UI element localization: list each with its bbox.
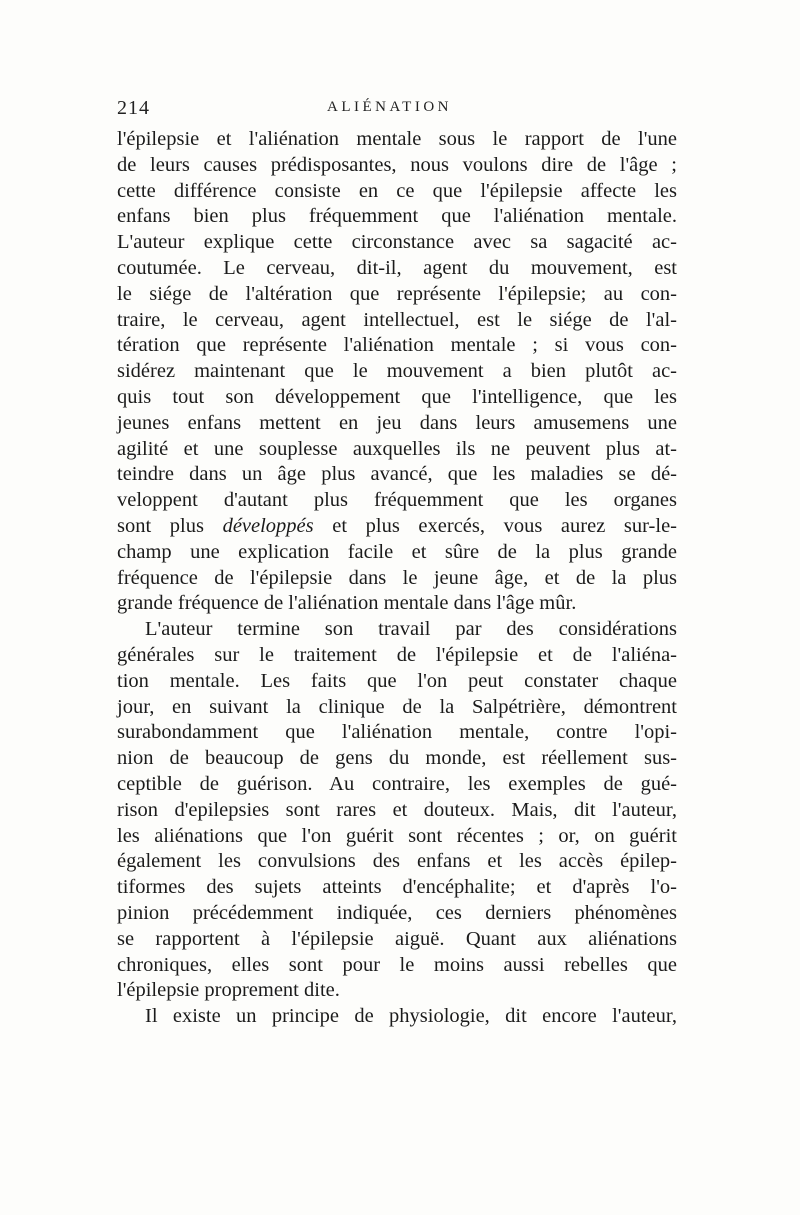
text-line: jour, en suivant la clinique de la Salpétrière, démontrent xyxy=(117,695,677,718)
text-line: coutumée. Le cerveau, dit-il, agent du mouvement, est xyxy=(117,256,677,279)
text-line: rison d'epilepsies sont rares et douteux. Mais, dit l'auteur, xyxy=(117,798,677,821)
text-line: générales sur le traitement de l'épilepsie et de l'aliéna- xyxy=(117,643,677,666)
page-number: 214 xyxy=(117,97,150,119)
text-line: tération que représente l'aliénation mentale ; si vous con- xyxy=(117,334,677,357)
text-line: tion mentale. Les faits que l'on peut constater chaque xyxy=(117,669,677,692)
text-line: champ une explication facile et sûre de la plus grande xyxy=(117,540,677,563)
text-line: se rapportent à l'épilepsie aiguë. Quant aux aliénations xyxy=(117,927,677,950)
italic-word: développés xyxy=(222,514,314,537)
text-line: grande fréquence de l'aliénation mentale dans l'âge mûr. xyxy=(117,592,577,615)
text-line: également les convulsions des enfans et les accès épilep- xyxy=(117,850,677,873)
text-line: veloppent d'autant plus fréquemment que les organes xyxy=(117,489,677,512)
text-line: chroniques, elles sont pour le moins aussi rebelles que xyxy=(117,953,677,976)
paragraph-start: Il existe un principe de physiologie, dit encore l'auteur, xyxy=(145,1005,677,1028)
text-line: de leurs causes prédisposantes, nous voulons dire de l'âge ; xyxy=(117,153,677,176)
text-line: nion de beaucoup de gens du monde, est réellement sus- xyxy=(117,747,677,770)
text-line: l'épilepsie proprement dite. xyxy=(117,979,340,1002)
text-line: fréquence de l'épilepsie dans le jeune âge, et de la plus xyxy=(117,566,677,589)
text-line: surabondamment que l'aliénation mentale, contre l'opi- xyxy=(117,721,677,744)
text-segment: et plus exercés, vous aurez sur-le- xyxy=(332,514,677,537)
paragraph-start: L'auteur termine son travail par des considérations xyxy=(145,618,677,641)
text-line-with-italic xyxy=(117,514,677,540)
text-line: tiformes des sujets atteints d'encéphalite; et d'après l'o- xyxy=(117,876,677,899)
text-line: traire, le cerveau, agent intellectuel, est le siége de l'al- xyxy=(117,308,677,331)
text-line: ceptible de guérison. Au contraire, les exemples de gué- xyxy=(117,772,677,795)
text-segment: sont plus xyxy=(117,514,204,537)
text-line: sidérez maintenant que le mouvement a bien plutôt ac- xyxy=(117,360,677,383)
text-line: l'épilepsie et l'aliénation mentale sous le rapport de l'une xyxy=(117,128,677,150)
text-line: enfans bien plus fréquemment que l'aliénation mentale. xyxy=(117,205,677,228)
text-line: agilité et une souplesse auxquelles ils ne peuvent plus at- xyxy=(117,437,677,460)
text-line: L'auteur explique cette circonstance avec sa sagacité ac- xyxy=(117,231,677,254)
running-head xyxy=(117,97,677,121)
text-line: teindre dans un âge plus avancé, que les maladies se dé- xyxy=(117,463,677,486)
text-line: le siége de l'altération que représente l'épilepsie; au con- xyxy=(117,282,677,305)
text-line: quis tout son développement que l'intelligence, que les xyxy=(117,385,677,408)
body-text xyxy=(117,127,677,1030)
text-line: les aliénations que l'on guérit sont récentes ; or, on guérit xyxy=(117,824,677,847)
text-line: cette différence consiste en ce que l'épilepsie affecte les xyxy=(117,179,677,202)
text-line: jeunes enfans mettent en jeu dans leurs amusemens une xyxy=(117,411,677,434)
running-title: ALIÉNATION xyxy=(327,99,452,115)
text-line: pinion précédemment indiquée, ces derniers phénomènes xyxy=(117,901,677,924)
